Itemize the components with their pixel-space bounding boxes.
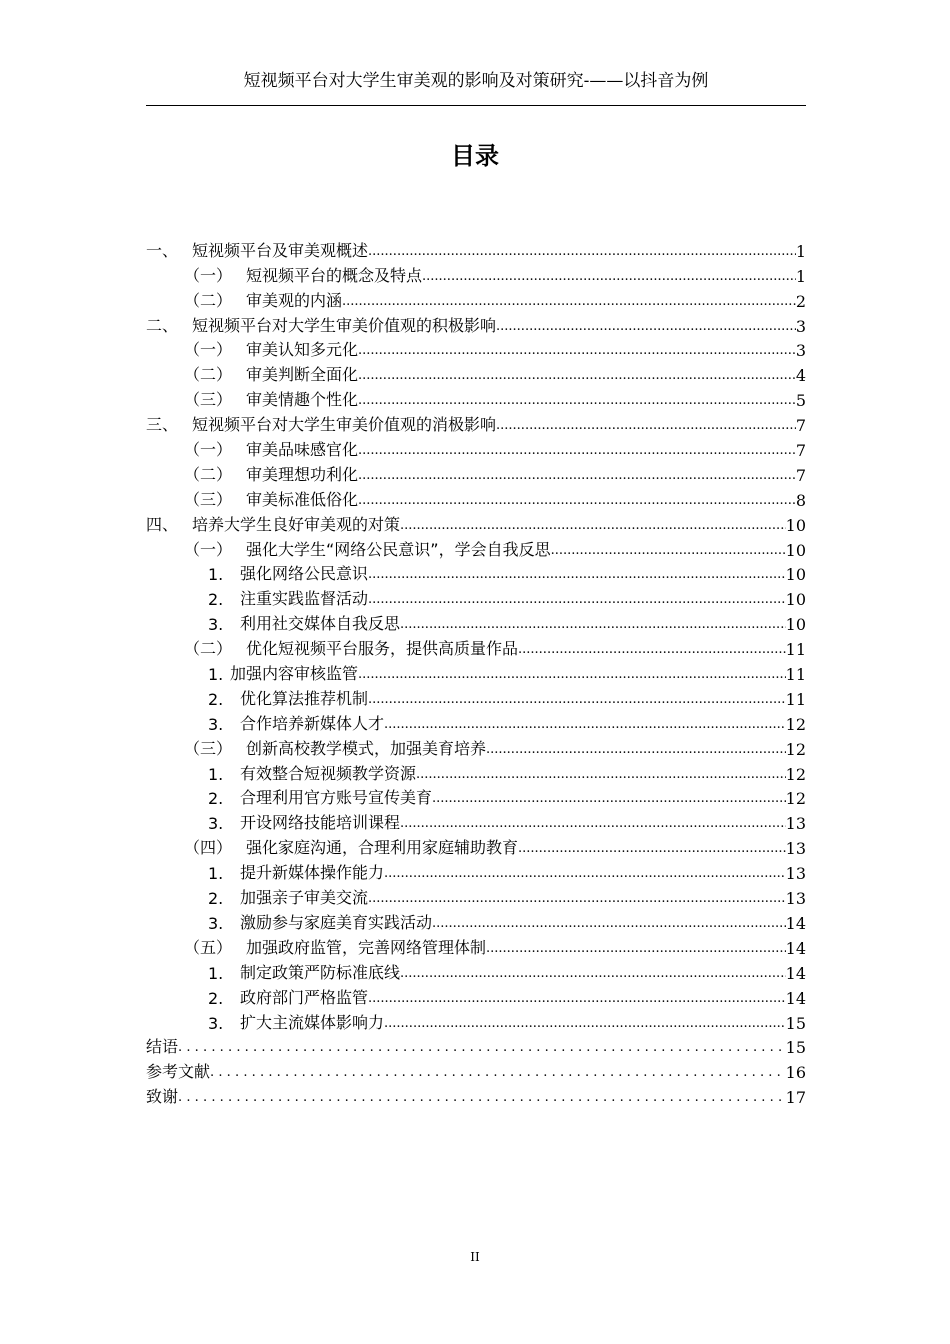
toc-entry-number: 2. [208,789,224,809]
toc-entry[interactable] [146,1082,806,1107]
toc-entry-title: 创新高校教学模式，加强美育培养 [246,738,487,758]
running-header: 短视频平台对大学生审美观的影响及对策研究-——以抖音为例 [243,71,709,91]
toc-entry[interactable] [146,1033,806,1058]
toc-dot-leader [342,293,796,311]
toc-entry-page: 10 [785,515,806,535]
toc-entry[interactable] [146,808,806,833]
toc-entry-number: （四） [184,838,233,858]
toc-entry-number: 1. [208,764,224,784]
toc-entry[interactable] [146,336,806,361]
toc-entry-page: 13 [785,889,806,909]
toc-entry-page: 14 [785,938,806,958]
toc-dot-leader [368,691,786,709]
toc-dot-leader [400,517,786,535]
header-divider [146,105,806,106]
toc-dot-leader [400,815,786,833]
toc-entry[interactable] [146,609,806,634]
toc-entry[interactable] [146,784,806,809]
toc-entry-number: 1. [208,864,224,884]
toc-entry[interactable] [146,510,806,535]
toc-entry-title: 强化家庭沟通，合理利用家庭辅助教育 [246,838,519,858]
toc-entry-page: 13 [785,864,806,884]
toc-entry-page: 1 [795,241,806,261]
toc-entry-title: 致谢 [146,1087,179,1107]
toc-dot-leader [518,840,786,858]
toc-entry-page: 17 [785,1088,806,1108]
toc-entry[interactable] [146,584,806,609]
toc-entry[interactable] [146,833,806,858]
toc-dot-leader [551,542,786,560]
toc-entry-title: 激励参与家庭美育实践活动 [240,912,433,932]
toc-entry-title: 短视频平台的概念及特点 [246,265,423,285]
toc-entry[interactable] [146,858,806,883]
toc-dot-leader [358,442,796,460]
toc-dot-leader [210,1064,786,1082]
toc-entry-number: 1. [208,565,224,585]
toc-entry-number: （二） [184,464,233,484]
toc-dot-leader [368,591,786,609]
toc-entry[interactable] [146,958,806,983]
toc-dot-leader [496,318,796,336]
toc-entry-title: 注重实践监督活动 [240,589,369,609]
toc-entry-page: 12 [785,764,806,784]
toc-entry[interactable] [146,684,806,709]
toc-entry[interactable] [146,236,806,261]
toc-dot-leader [358,666,786,684]
toc-dot-leader [358,467,796,485]
toc-entry[interactable] [146,709,806,734]
toc-entry-title: 制定政策严防标准底线 [240,962,401,982]
toc-entry-title: 利用社交媒体自我反思 [240,614,401,634]
toc-entry-page: 3 [795,341,806,361]
toc-entry[interactable] [146,535,806,560]
toc-entry[interactable] [146,883,806,908]
toc-entry-page: 11 [785,689,806,709]
toc-entry-title: 审美理想功利化 [246,464,359,484]
toc-dot-leader [496,417,796,435]
toc-entry-title: 培养大学生良好审美观的对策 [192,514,401,534]
toc-entry-title: 审美情趣个性化 [246,390,359,410]
toc-dot-leader [486,940,786,958]
toc-dot-leader [358,342,796,360]
toc-dot-leader [178,1039,786,1057]
toc-entry[interactable] [146,311,806,336]
toc-entry-title: 结语 [146,1037,179,1057]
toc-entry-page: 12 [785,789,806,809]
toc-entry-page: 14 [785,963,806,983]
toc-entry-number: 1. [208,963,224,983]
toc-dot-leader [368,890,786,908]
toc-entry-title: 政府部门严格监管 [240,987,369,1007]
toc-entry-title: 优化短视频平台服务，提供高质量作品 [246,639,519,659]
toc-dot-leader [384,865,786,883]
toc-entry-title: 审美观的内涵 [246,290,343,310]
toc-entry-page: 15 [785,1038,806,1058]
toc-dot-leader [178,1089,786,1107]
toc-entry-number: （一） [184,440,233,460]
toc-dot-leader [400,965,786,983]
toc-entry-title: 审美判断全面化 [246,365,359,385]
toc-entry-number: 一、 [146,240,179,260]
toc-entry[interactable] [146,759,806,784]
toc-entry-title: 审美品味感官化 [246,440,359,460]
toc-entry-page: 12 [785,739,806,759]
toc-entry-number: （一） [184,340,233,360]
toc-entry[interactable] [146,983,806,1008]
toc-entry-page: 4 [795,366,806,386]
toc-entry[interactable] [146,485,806,510]
toc-entry-number: （五） [184,937,233,957]
toc-entry-number: 1. [208,665,224,685]
toc-entry-title: 参考文献 [146,1062,211,1082]
toc-entry-number: 3. [208,814,224,834]
toc-entry-title: 加强内容审核监管 [230,664,359,684]
toc-entry[interactable] [146,261,806,286]
toc-entry[interactable] [146,1057,806,1082]
toc-entry-page: 1 [795,266,806,286]
toc-entry-title: 审美认知多元化 [246,340,359,360]
toc-entry-page: 7 [795,416,806,436]
toc-entry-number: 2. [208,889,224,909]
toc-entry-number: （三） [184,738,233,758]
toc-entry-page: 12 [785,714,806,734]
toc-entry-title: 强化大学生“网络公民意识”，学会自我反思 [246,539,551,559]
toc-entry-number: （二） [184,365,233,385]
toc-entry-title: 短视频平台对大学生审美价值观的消极影响 [192,415,497,435]
toc-entry[interactable] [146,360,806,385]
toc-entry[interactable] [146,634,806,659]
toc-entry-page: 11 [785,665,806,685]
toc-entry-page: 8 [795,490,806,510]
toc-dot-leader [432,790,786,808]
toc-entry-number: 3. [208,615,224,635]
toc-entry-page: 10 [785,565,806,585]
toc-entry-title: 加强政府监管，完善网络管理体制 [246,937,487,957]
toc-dot-leader [358,492,796,510]
toc-entry[interactable] [146,435,806,460]
toc-entry-page: 5 [795,391,806,411]
toc-entry-title: 合作培养新媒体人才 [240,713,385,733]
toc-dot-leader [416,766,786,784]
toc-entry-page: 10 [785,615,806,635]
toc-entry-number: 3. [208,714,224,734]
page-number: II [470,1250,480,1264]
toc-dot-leader [368,990,786,1008]
toc-entry-page: 10 [785,540,806,560]
toc-entry-page: 13 [785,839,806,859]
toc-entry[interactable] [146,1008,806,1033]
page-title: 目录 [451,142,499,170]
toc-entry-number: 3. [208,1013,224,1033]
toc-entry-page: 14 [785,988,806,1008]
toc-entry[interactable] [146,286,806,311]
toc-entry-number: 二、 [146,315,179,335]
toc-entry-number: 三、 [146,415,179,435]
toc-entry-title: 提升新媒体操作能力 [240,863,385,883]
toc-entry[interactable] [146,410,806,435]
toc-entry-page: 7 [795,441,806,461]
toc-entry-page: 13 [785,814,806,834]
toc-entry-title: 加强亲子审美交流 [240,888,369,908]
toc-entry-number: 2. [208,590,224,610]
toc-entry-page: 10 [785,590,806,610]
toc-entry-title: 优化算法推荐机制 [240,688,369,708]
toc-entry-page: 16 [785,1063,806,1083]
toc-entry-page: 15 [785,1013,806,1033]
toc-entry[interactable] [146,659,806,684]
toc-entry-title: 短视频平台对大学生审美价值观的积极影响 [192,315,497,335]
toc-entry-number: 四、 [146,514,179,534]
toc-entry-title: 合理利用官方账号宣传美育 [240,788,433,808]
toc-entry-title: 短视频平台及审美观概述 [192,240,369,260]
table-of-contents [146,236,806,1107]
toc-entry-page: 14 [785,913,806,933]
toc-entry-number: 2. [208,988,224,1008]
toc-entry-number: （二） [184,290,233,310]
toc-entry[interactable] [146,933,806,958]
toc-entry-page: 2 [795,291,806,311]
toc-entry-page: 11 [785,640,806,660]
toc-entry-title: 有效整合短视频教学资源 [240,763,417,783]
toc-dot-leader [358,392,796,410]
toc-entry-number: （三） [184,489,233,509]
toc-entry-number: （三） [184,390,233,410]
toc-entry-number: （一） [184,265,233,285]
toc-entry-title: 审美标准低俗化 [246,489,359,509]
toc-entry-title: 强化网络公民意识 [240,564,369,584]
toc-dot-leader [400,616,786,634]
toc-entry-number: （一） [184,539,233,559]
toc-entry-title: 开设网络技能培训课程 [240,813,401,833]
toc-entry-number: （二） [184,639,233,659]
toc-dot-leader [384,716,786,734]
toc-dot-leader [368,243,796,261]
toc-dot-leader [384,1015,786,1033]
toc-entry[interactable] [146,460,806,485]
toc-dot-leader [368,566,786,584]
toc-dot-leader [518,641,786,659]
toc-entry-page: 3 [795,316,806,336]
toc-dot-leader [358,367,796,385]
toc-dot-leader [486,741,786,759]
toc-dot-leader [432,915,786,933]
toc-entry[interactable] [146,734,806,759]
toc-entry-number: 2. [208,689,224,709]
toc-dot-leader [422,268,796,286]
toc-entry[interactable] [146,908,806,933]
toc-entry-page: 7 [795,465,806,485]
toc-entry[interactable] [146,385,806,410]
toc-entry-title: 扩大主流媒体影响力 [240,1012,385,1032]
toc-entry[interactable] [146,560,806,585]
toc-entry-number: 3. [208,913,224,933]
